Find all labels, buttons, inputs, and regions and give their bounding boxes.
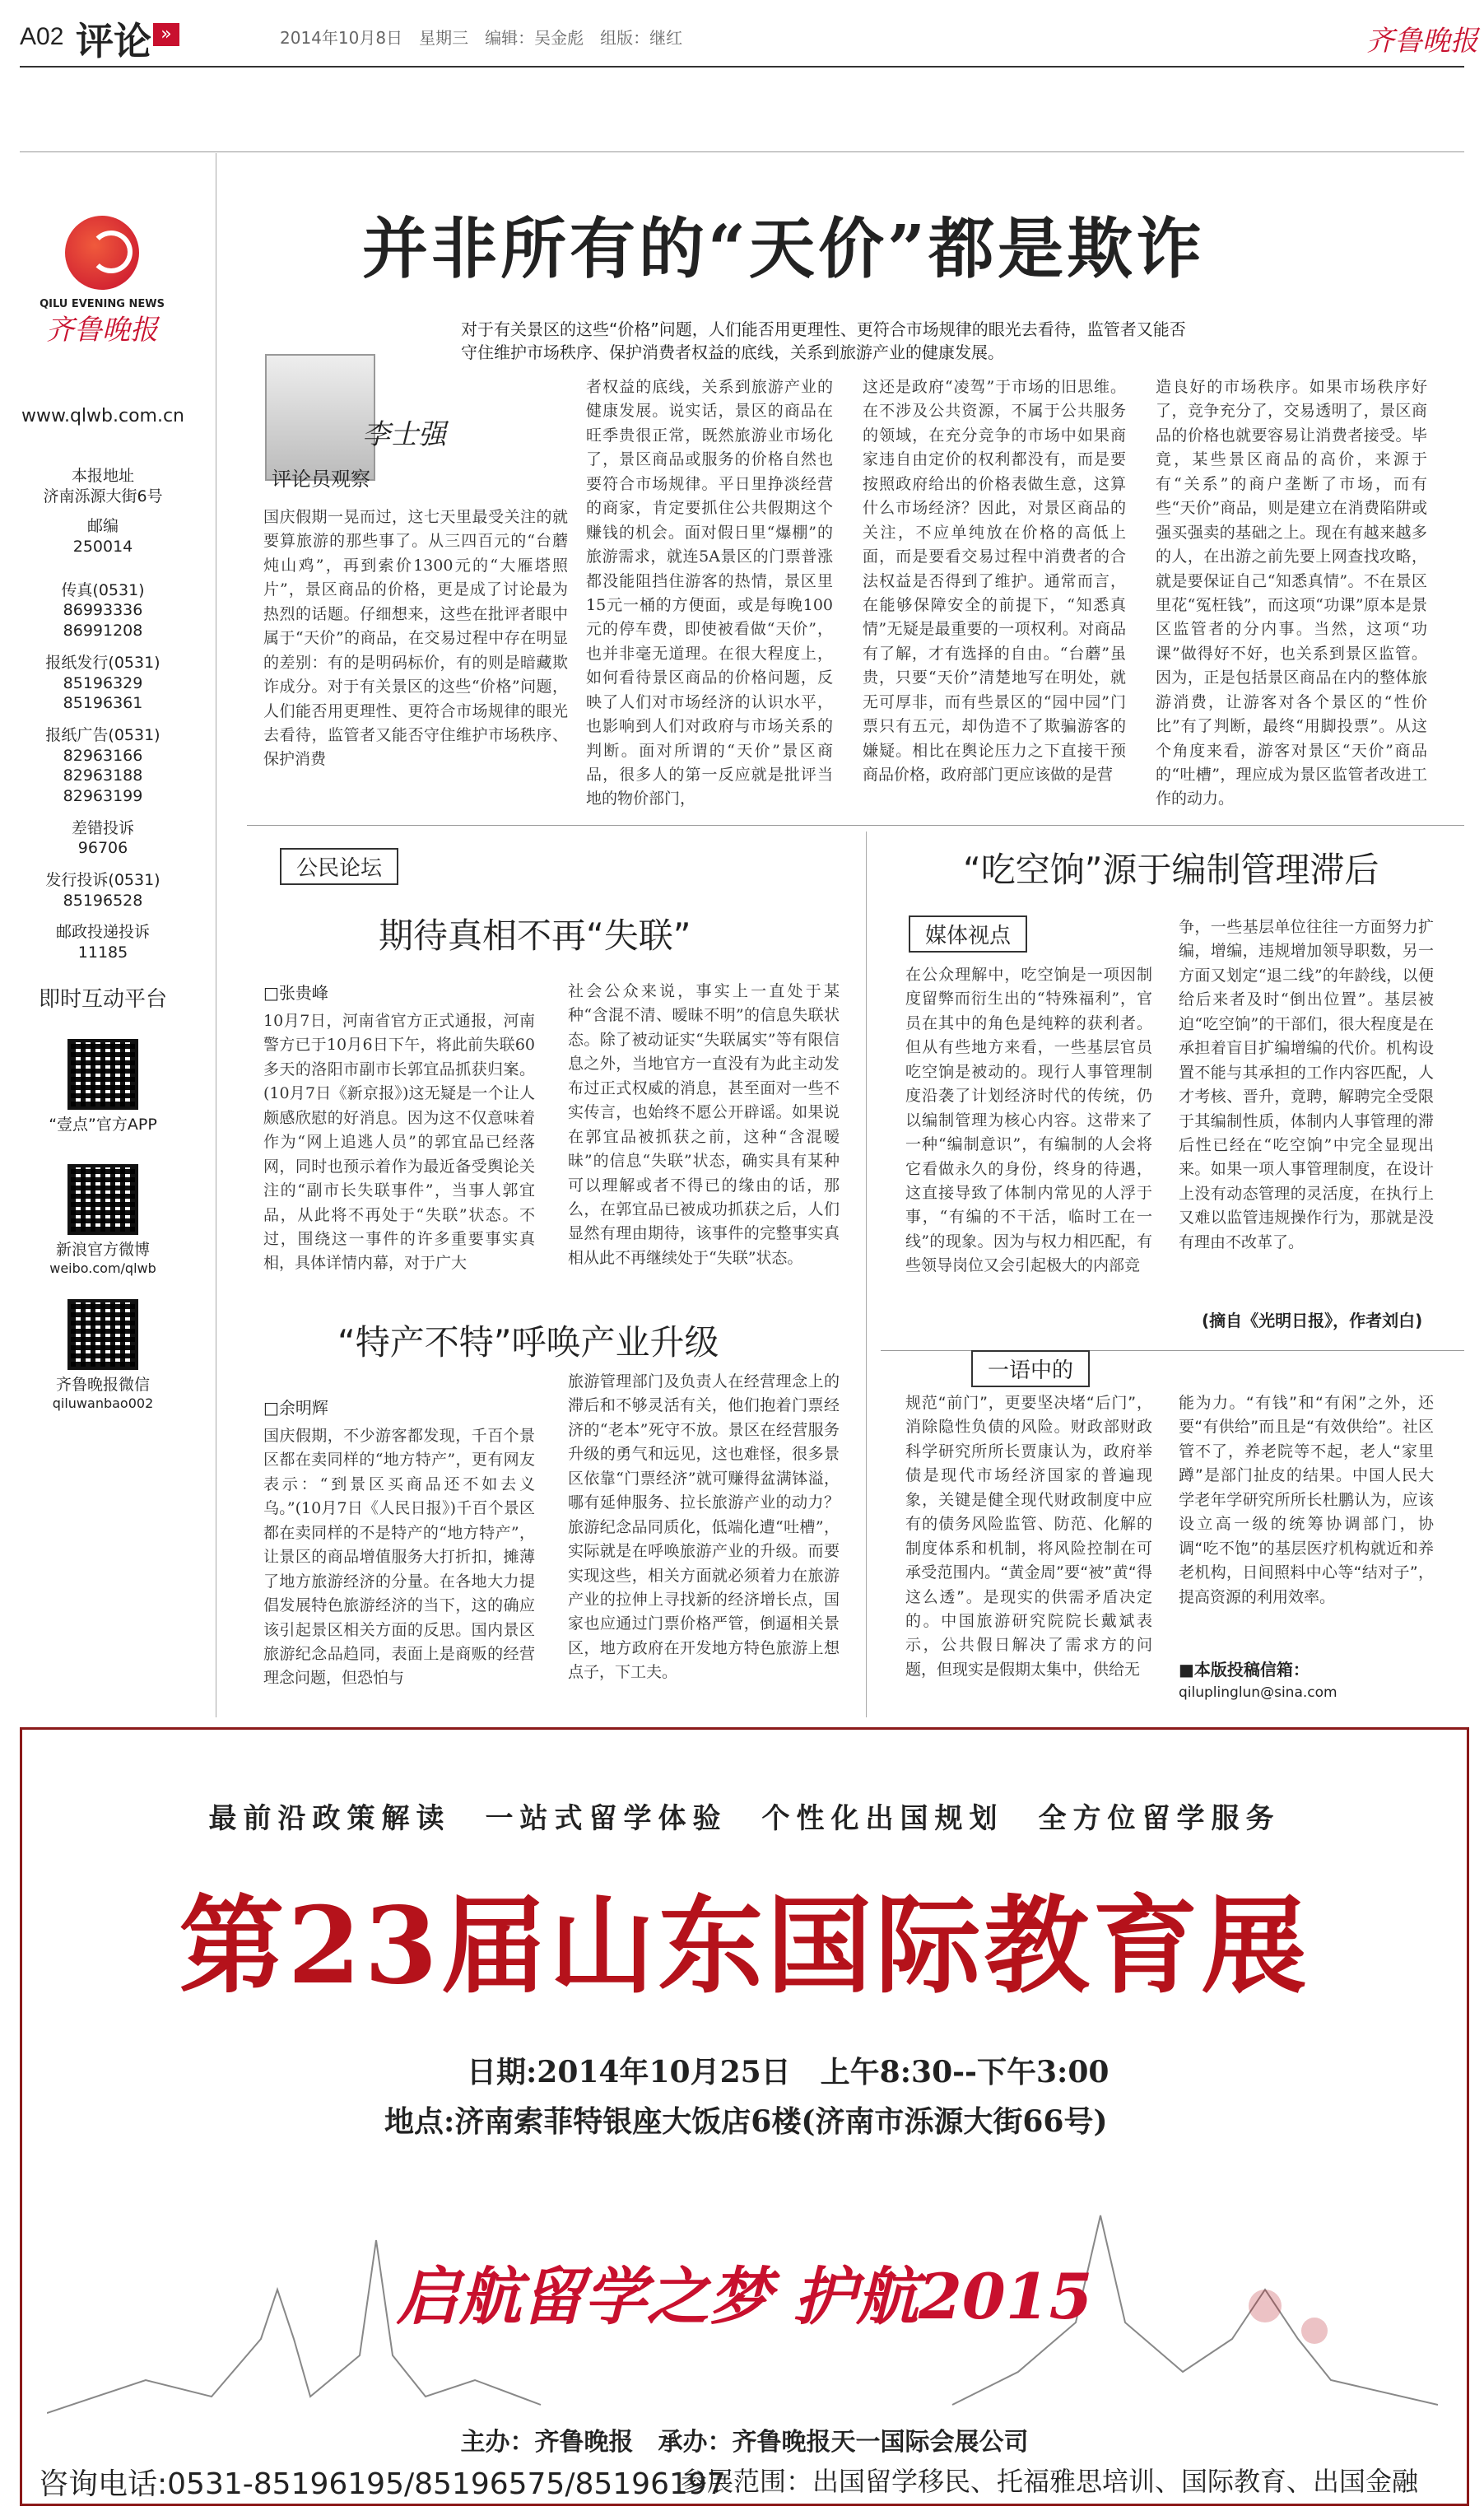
- qr-code-icon[interactable]: [67, 1164, 138, 1235]
- column-divider: [866, 832, 867, 1717]
- forum-column: 社会公众来说，事实上一直处于某种“含混不清、暧昧不明”的信息失联状态。除了被动证实“失联属实”等有限信息之外，当地官方一直没有为此主动发布过正式权威的消息，甚至面对一些不实传言，也始终不愿公开辟谣。如果说在郭宜品被抓获之前，这种“含混暧昧”的信息“失联”状态，确实具有某种可以理解或者不得已的缘由的话，那么，在郭宜品已被成功抓获之后，人们显然有理由期待，该事件的完整事实真相从此不再继续处于“失联”状态。: [568, 982, 840, 1267]
- lead-paragraph: 对于有关景区的这些“价格”问题，人们能否用更理性、更符合市场规律的眼光去看待，监管者又能否守住维护市场秩序、保护消费者权益的底线，关系到旅游产业的健康发展。: [461, 319, 1186, 362]
- ad-slogan: 启航留学之梦 护航2015: [396, 2260, 1093, 2333]
- advertising-value: 82963166 82963188 82963199: [63, 746, 159, 805]
- author-signature: 李士强: [362, 418, 446, 451]
- advertising-label: 报纸广告(0531): [45, 725, 160, 744]
- oneword-column: 能为力。“有钱”和“有闲”之外，还要“有供给”而且是“有效供给”。社区管不了，养老院等不起，老人“家里蹲”是部门扯皮的结果。中国人民大学老年学研究所所长杜鹏认为，应该设立高一级的统筹协调部门，协调“吃不饱”的基层医疗机构就近和养老机构，日间照料中心等“结对子”，提高资源的利用效率。: [1179, 1394, 1434, 1606]
- zip-label: 邮编: [86, 517, 119, 536]
- ad-location: 地点:济南索菲特银座大饭店6楼(济南市泺源大街66号): [384, 2104, 1108, 2139]
- qr-wechat-label: 齐鲁晚报微信: [55, 1375, 150, 1394]
- section-divider: [247, 825, 1464, 826]
- forum-column: 国庆假期，不少游客都发现，千百个景区都在卖同样的“地方特产”，更有网友表示：“到景区买商品还不如去义乌。”(10月7日《人民日报》)千百个景区都在卖同样的不是特产的“地方特产”，让景区的商品增值服务大打折扣，摊薄了地方旅游经济的分量。在各地大力提倡发展特色旅游经济的当下，这的确应该引起景区相关方面的反思。国内景区旅游纪念品趋同，表面上是商贩的经营理念问题，但恐怕与: [263, 1427, 535, 1688]
- section-rule: [20, 151, 1464, 152]
- article-column: 造良好的市场秩序。如果市场秩序好了，竞争充分了，交易透明了，景区商品的价格也就要容易让消费者接受。毕竟，某些景区商品的高价，来源于有“关系”的商户垄断了市场，而有些“天价”商品，则是建立在消费陷阱或强买强卖的基础之上。现在有越来越多的人，在出游之前先要上网查找攻略，就是要保证自己“知悉真情”。不在景区里花“冤枉钱”，而这项“功课”原本是景区监管者的分内事。当然，这项“功课”做得好不好，也关系到景区监管。因为，正是包括景区商品在内的整体旅游消费，让游客对各个景区的“性价比”有了判断，最终“用脚投票”。从这个角度来看，游客对景区“天价”商品的“吐槽”，理应成为景区监管者改进工作的动力。: [1156, 378, 1427, 808]
- media-source: (摘自《光明日报》，作者刘白): [1202, 1311, 1423, 1330]
- zip-value: 250014: [72, 538, 133, 557]
- qr-weibo-label: 新浪官方微博: [55, 1241, 150, 1260]
- qr-app-label: “壹点”官方APP: [49, 1115, 157, 1134]
- logo-cn: 齐鲁晚报: [46, 313, 158, 347]
- error-complaint-label: 差错投诉: [71, 818, 134, 837]
- headline: 并非所有的“天价”都是欺诈: [362, 210, 1206, 287]
- column-label: 评论员观察: [272, 468, 370, 491]
- address-label: 本报地址: [71, 467, 134, 485]
- logo-en: QILU EVENING NEWS: [40, 298, 165, 310]
- article-column: 者权益的底线，关系到旅游产业的健康发展。说实话，景区的商品在旺季贵很正常，既然旅游业市场化了，景区商品或服务的价格自然也要符合市场规律。平日里挣淡经营的商家，肯定要抓住公共假期这个赚钱的机会。面对假日里“爆棚”的旅游需求，就连5A景区的门票普涨都没能阻挡住游客的热情，景区里15元一桶的方便面，或是每晚100元的停车费，即使被看做“天价”，也并非毫无道理。在很大程度上，如何看待景区商品的价格问题，反映了人们对市场经济的认识水平，也影响到人们对政府与市场关系的判断。面对所谓的“天价”景区商品，很多人的第一反应就是批评当地的物价部门，: [586, 378, 833, 808]
- distribution-complaint-value: 85196528: [63, 891, 143, 910]
- distribution-label: 报纸发行(0531): [45, 653, 160, 672]
- forum-tag: 公民论坛: [280, 848, 398, 885]
- section-title: 评论: [76, 19, 151, 63]
- logo-icon: [65, 216, 139, 290]
- ad-scope: 参展范围：出国留学移民、托福雅思培训、国际教育、出国金融: [681, 2466, 1419, 2497]
- ad-date: 日期:2014年10月25日 上午8:30--下午3:00: [467, 2055, 1110, 2089]
- article-column: 这还是政府“凌驾”于市场的旧思维。在不涉及公共资源，不属于公共服务的领域，在充分竞争的市场中如果商家违自由定价的权利都没有，而是要按照政府给出的价格表做生意，这算什么市场经济？因此，对景区商品的关注，不应单纯放在价格的高低上面，而是要看交易过程中消费者的合法权益是否得到了维护。通常而言，在能够保障安全的前提下，“知悉真情”无疑是最重要的一项权利。对商品有了解，才有选择的自由。“台蘑”虽贵，只要“天价”清楚地写在明处，就无可厚非，而有些景区的“园中园”门票只有五元，却伪造不了欺骗游客的嫌疑。相比在舆论压力之下直接干预商品价格，政府部门更应该做的是营: [863, 378, 1126, 784]
- ad-title: 第23届山东国际教育展: [179, 1884, 1310, 2008]
- author-byline: □余明辉: [263, 1398, 328, 1418]
- distribution-complaint-label: 发行投诉(0531): [45, 871, 160, 889]
- post-complaint-value: 11185: [77, 943, 128, 962]
- education-expo-ad: [20, 1727, 1469, 2506]
- newspaper-logo: [36, 216, 168, 348]
- website-url: www.qlwb.com.cn: [21, 406, 184, 426]
- qr-code-icon[interactable]: [67, 1039, 138, 1110]
- chevron-right-icon: »: [153, 23, 179, 46]
- media-column: 在公众理解中，吃空饷是一项因制度留弊而衍生出的“特殊福利”，官员在其中的角色是纯粹的获利者。但从有些地方来看，一些基层官员吃空饷是被动的。现行人事管理制度沿袭了计划经济时代的传统，仍以编制管理为核心内容。这带来了一种“编制意识”，有编制的人会将它看做永久的身份，终身的待遇，这直接导致了体制内常见的人浮于事，“有编的不干活，临时工在一线”的现象。因为与权力相匹配，有些领导岗位又会引起极大的内部竞: [905, 966, 1152, 1275]
- qr-weibo-url: weibo.com/qlwb: [49, 1260, 156, 1277]
- header-rule: [20, 66, 1464, 68]
- ad-contact: 咨询电话:0531-85196195/85196575/85196197: [39, 2467, 726, 2501]
- contribute-label: ■本版投稿信箱：: [1179, 1660, 1310, 1679]
- page-number: A02: [20, 23, 64, 50]
- forum-column: 10月7日，河南省官方正式通报，河南警方已于10月6日下午，将此前失联60多天的洛阳市副市长郭宜品抓获归案。(10月7日《新京报》)这无疑是一个让人颇感欣慰的好消息。因为这不仅意味着作为“网上追逃人员”的郭宜品已经落网，同时也预示着作为最近备受舆论关注的“副市长失联事件”，当事人郭宜品，从此将不再处于“失联”状态。不过，围绕这一事件的许多重要事实真相，具体详情内幕，对于广大: [263, 1012, 535, 1273]
- fax-value: 86993336 86991208: [63, 601, 159, 641]
- contribute-email[interactable]: qiluplinglun@sina.com: [1179, 1684, 1337, 1701]
- address-value: 济南泺源大街6号: [43, 487, 163, 505]
- ad-tagline: 最前沿政策解读 一站式留学体验 个性化出国规划 全方位留学服务: [208, 1802, 1281, 1835]
- forum-headline-2: “特产不特”呼唤产业升级: [337, 1322, 719, 1363]
- media-column: 争，一些基层单位往往一方面努力扩编，增编，违规增加领导职数，另一方面又划定“退二线”的年龄线，以便给后来者及时“倒出位置”。基层被迫“吃空饷”的干部们，很大程度是在承担着盲目扩编增编的代价。机构设置不能与其承担的工作内容匹配，人才考核、晋升，竟聘，解聘完全受限于其编制性质，体制内人事管理的滞后性已经在“吃空饷”中完全显现出来。如果一项人事管理制度，在设计上没有动态管理的灵活度，在执行上又难以监管违规操作行为，那就是没有理由不改革了。: [1179, 918, 1434, 1251]
- sidebar-contacts: [16, 466, 189, 963]
- sidebar-url: [16, 405, 189, 429]
- post-complaint-label: 邮政投递投诉: [55, 923, 150, 942]
- qr-wechat-id: qiluwanbao002: [52, 1395, 154, 1411]
- brand-logo: 齐鲁晚报: [1366, 25, 1478, 58]
- ad-organizer: 主办：齐鲁晚报 承办：齐鲁晚报天一国际会展公司: [460, 2428, 1029, 2457]
- fax-label: 传真(0531): [61, 580, 145, 599]
- error-complaint-value: 96706: [77, 839, 128, 858]
- oneword-tag: 一语中的: [971, 1350, 1090, 1387]
- forum-headline-1: 期待真相不再“失联”: [379, 915, 691, 956]
- media-headline: “吃空饷”源于编制管理滞后: [963, 850, 1379, 890]
- article-column: 国庆假期一晃而过，这七天里最受关注的就要算旅游的那些事了。从三四百元的“台蘑炖山鸡”，再到索价1300元的“大雁塔照片”，景区商品的价格，更是成了讨论最为热烈的话题。仔细想来，这些在批评者眼中属于“天价”的商品，在交易过程中存在明显的差别：有的是明码标价，有的则是暗藏欺诈成分。对于有关景区的这些“价格”问题，人们能否用更理性、更符合市场规律的眼光去看待，监管者又能否守住维护市场秩序、保护消费: [263, 508, 568, 769]
- forum-column: 旅游管理部门及负责人在经营理念上的滞后和不够灵活有关，他们抱着门票经济的“老本”死守不放。景区在经营服务升级的勇气和远见，这也难怪，很多景区依靠“门票经济”就可赚得盆满钵溢，哪有延伸服务、拉长旅游产业的动力？旅游纪念品同质化，低端化遭“吐槽”，实际就是在呼唤旅游产业的升级。而要实现这些，相关方面就必须着力在旅游产业的拉伸上寻找新的经济增长点，国家也应通过门票价格严管，倒逼相关景区，地方政府在开发地方特色旅游上想点子，下工夫。: [568, 1372, 840, 1682]
- header-meta: 2014年10月8日 星期三 编辑：吴金彪 组版：继红: [280, 28, 683, 48]
- qr-code-icon[interactable]: [67, 1299, 138, 1370]
- distribution-value: 85196329 85196361: [63, 673, 159, 713]
- section-divider: [881, 1350, 1464, 1351]
- author-portrait: [265, 354, 375, 481]
- interactive-title: 即时互动平台: [38, 987, 167, 1012]
- media-tag: 媒体视点: [909, 915, 1027, 953]
- oneword-column: 规范“前门”，更要坚决堵“后门”，消除隐性负债的风险。财政部财政科学研究所所长贾康认为，政府举债是现代市场经济国家的普遍现象，关键是健全现代财政制度中应有的债务风险监管、防范、化解的制度体系和机制，将风险控制在可承受范围内。“黄金周”要“被”黄“得这么透”。是现实的供需矛盾决定的。中国旅游研究院院长戴斌表示，公共假日解决了需求方的问题，但现实是假期太集中，供给无: [905, 1394, 1152, 1679]
- interactive-platform: [16, 986, 189, 1412]
- author-byline: □张贵峰: [263, 983, 328, 1003]
